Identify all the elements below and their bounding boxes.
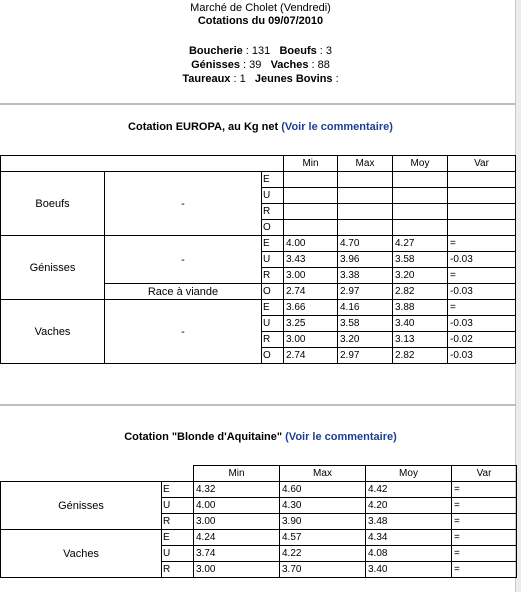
max-value: 3.38 <box>338 268 393 284</box>
min-value <box>284 188 338 204</box>
min-value: 4.32 <box>194 482 280 498</box>
var-value: = <box>448 236 516 252</box>
counts-row-2: Génisses : 39 Vaches : 88 <box>191 59 330 71</box>
max-value: 4.57 <box>280 530 366 546</box>
grade-code: O <box>262 220 284 236</box>
min-value: 3.43 <box>284 252 338 268</box>
grade-code: E <box>262 300 284 316</box>
category-name: Vaches <box>1 300 105 364</box>
moy-value <box>393 172 448 188</box>
max-value <box>338 172 393 188</box>
header-blank-cell <box>1 156 284 172</box>
moy-value: 4.08 <box>366 546 452 562</box>
grade-code: E <box>162 482 194 498</box>
var-value: -0.03 <box>448 252 516 268</box>
var-value: -0.03 <box>448 348 516 364</box>
section-title-text: Cotation EUROPA, au Kg net <box>128 121 279 133</box>
min-value <box>284 172 338 188</box>
max-value: 4.16 <box>338 300 393 316</box>
count-label: Jeunes Bovins <box>254 73 333 85</box>
column-header: Max <box>338 156 393 172</box>
grade-code: R <box>262 204 284 220</box>
separator-line <box>0 103 516 105</box>
max-value <box>338 220 393 236</box>
min-value: 3.25 <box>284 316 338 332</box>
grade-code: U <box>162 546 194 562</box>
min-value: 4.24 <box>194 530 280 546</box>
table-row <box>1 530 517 546</box>
section-title-text: Cotation "Blonde d'Aquitaine" <box>124 431 283 443</box>
moy-value: 3.40 <box>366 562 452 578</box>
table-row <box>1 482 517 498</box>
moy-value: 4.42 <box>366 482 452 498</box>
moy-value: 3.48 <box>366 514 452 530</box>
min-value: 2.74 <box>284 284 338 300</box>
column-header: Moy <box>393 156 448 172</box>
grade-code: R <box>262 332 284 348</box>
category-type-race: Race à viande <box>105 284 262 300</box>
var-value: = <box>452 530 517 546</box>
grade-code: R <box>162 514 194 530</box>
table-row <box>1 236 516 252</box>
var-value: = <box>452 562 517 578</box>
grade-code: U <box>262 316 284 332</box>
grade-code: O <box>262 284 284 300</box>
max-value: 4.60 <box>280 482 366 498</box>
grade-code: R <box>262 268 284 284</box>
table-header-row <box>1 466 517 482</box>
moy-value <box>393 204 448 220</box>
column-header: Var <box>448 156 516 172</box>
grade-code: U <box>262 188 284 204</box>
page-header <box>0 2 521 28</box>
max-value: 4.22 <box>280 546 366 562</box>
min-value: 3.74 <box>194 546 280 562</box>
moy-value <box>393 188 448 204</box>
var-value: -0.03 <box>448 284 516 300</box>
comment-link-paren-open: ( <box>281 121 285 133</box>
min-value: 3.00 <box>284 332 338 348</box>
max-value <box>338 204 393 220</box>
separator-line <box>0 404 516 406</box>
moy-value <box>393 220 448 236</box>
column-header: Min <box>284 156 338 172</box>
category-name: Vaches <box>1 530 162 578</box>
moy-value: 3.58 <box>393 252 448 268</box>
grade-code: U <box>162 498 194 514</box>
moy-value: 2.82 <box>393 348 448 364</box>
column-header: Max <box>280 466 366 482</box>
max-value: 4.70 <box>338 236 393 252</box>
count-label: Vaches <box>270 59 309 71</box>
var-value <box>448 220 516 236</box>
min-value: 3.00 <box>194 514 280 530</box>
max-value <box>338 188 393 204</box>
max-value: 3.90 <box>280 514 366 530</box>
max-value: 3.70 <box>280 562 366 578</box>
count-value: 39 <box>249 59 262 71</box>
var-value: = <box>452 482 517 498</box>
max-value: 2.97 <box>338 284 393 300</box>
min-value: 4.00 <box>194 498 280 514</box>
grade-code: E <box>262 172 284 188</box>
moy-value: 3.13 <box>393 332 448 348</box>
min-value: 3.00 <box>194 562 280 578</box>
blonde-aquitaine-table <box>0 465 517 578</box>
max-value: 2.97 <box>338 348 393 364</box>
var-value <box>448 188 516 204</box>
category-name: Génisses <box>1 236 105 300</box>
category-type: - <box>105 172 262 236</box>
min-value: 3.66 <box>284 300 338 316</box>
category-type: - <box>105 300 262 364</box>
column-header: Moy <box>366 466 452 482</box>
var-value: = <box>452 514 517 530</box>
column-header: Var <box>452 466 517 482</box>
var-value: = <box>448 268 516 284</box>
var-value: -0.02 <box>448 332 516 348</box>
table-row <box>1 300 516 316</box>
grade-code: O <box>262 348 284 364</box>
count-label: Taureaux <box>182 73 231 85</box>
category-type: - <box>105 236 262 284</box>
min-value: 2.74 <box>284 348 338 364</box>
count-label: Génisses <box>191 59 240 71</box>
count-value: 1 <box>239 73 246 85</box>
grade-code: U <box>262 252 284 268</box>
count-label: Boeufs <box>279 45 317 57</box>
quotation-date: Cotations du 09/07/2010 <box>197 15 324 27</box>
moy-value: 4.34 <box>366 530 452 546</box>
header-blank-cell <box>1 466 194 482</box>
comment-link-paren-close: ) <box>389 121 393 133</box>
min-value: 3.00 <box>284 268 338 284</box>
moy-value: 4.20 <box>366 498 452 514</box>
max-value: 4.30 <box>280 498 366 514</box>
max-value: 3.20 <box>338 332 393 348</box>
count-value: 3 <box>325 45 333 57</box>
europa-table <box>0 155 516 364</box>
count-value: 131 <box>251 45 271 57</box>
count-label: Boucherie <box>188 45 243 57</box>
counts-row-1: Boucherie : 131 Boeufs : 3 <box>188 45 333 57</box>
max-value: 3.96 <box>338 252 393 268</box>
var-value <box>448 204 516 220</box>
min-value <box>284 204 338 220</box>
moy-value: 3.20 <box>393 268 448 284</box>
moy-value: 2.82 <box>393 284 448 300</box>
var-value: -0.03 <box>448 316 516 332</box>
min-value: 4.00 <box>284 236 338 252</box>
category-name: Boeufs <box>1 172 105 236</box>
moy-value: 3.40 <box>393 316 448 332</box>
table-header-row <box>1 156 516 172</box>
moy-value: 4.27 <box>393 236 448 252</box>
column-header: Min <box>194 466 280 482</box>
section-title-europa <box>0 121 521 133</box>
comment-link-paren-open: ( <box>285 431 289 443</box>
category-name: Génisses <box>1 482 162 530</box>
section-title-blonde <box>0 431 521 443</box>
var-value: = <box>452 498 517 514</box>
min-value <box>284 220 338 236</box>
market-name: Marché de Cholet (Vendredi) <box>190 2 331 14</box>
voir-commentaire-link[interactable]: Voir le commentaire <box>288 431 394 443</box>
var-value: = <box>452 546 517 562</box>
var-value: = <box>448 300 516 316</box>
max-value: 3.58 <box>338 316 393 332</box>
voir-commentaire-link[interactable]: Voir le commentaire <box>284 121 390 133</box>
grade-code: R <box>162 562 194 578</box>
grade-code: E <box>162 530 194 546</box>
grade-code: E <box>262 236 284 252</box>
livestock-counts <box>0 44 521 86</box>
count-value: 88 <box>317 59 330 71</box>
moy-value: 3.88 <box>393 300 448 316</box>
comment-link-paren-close: ) <box>393 431 397 443</box>
counts-row-3: Taureaux : 1 Jeunes Bovins : <box>182 73 339 85</box>
table-row <box>1 172 516 188</box>
var-value <box>448 172 516 188</box>
